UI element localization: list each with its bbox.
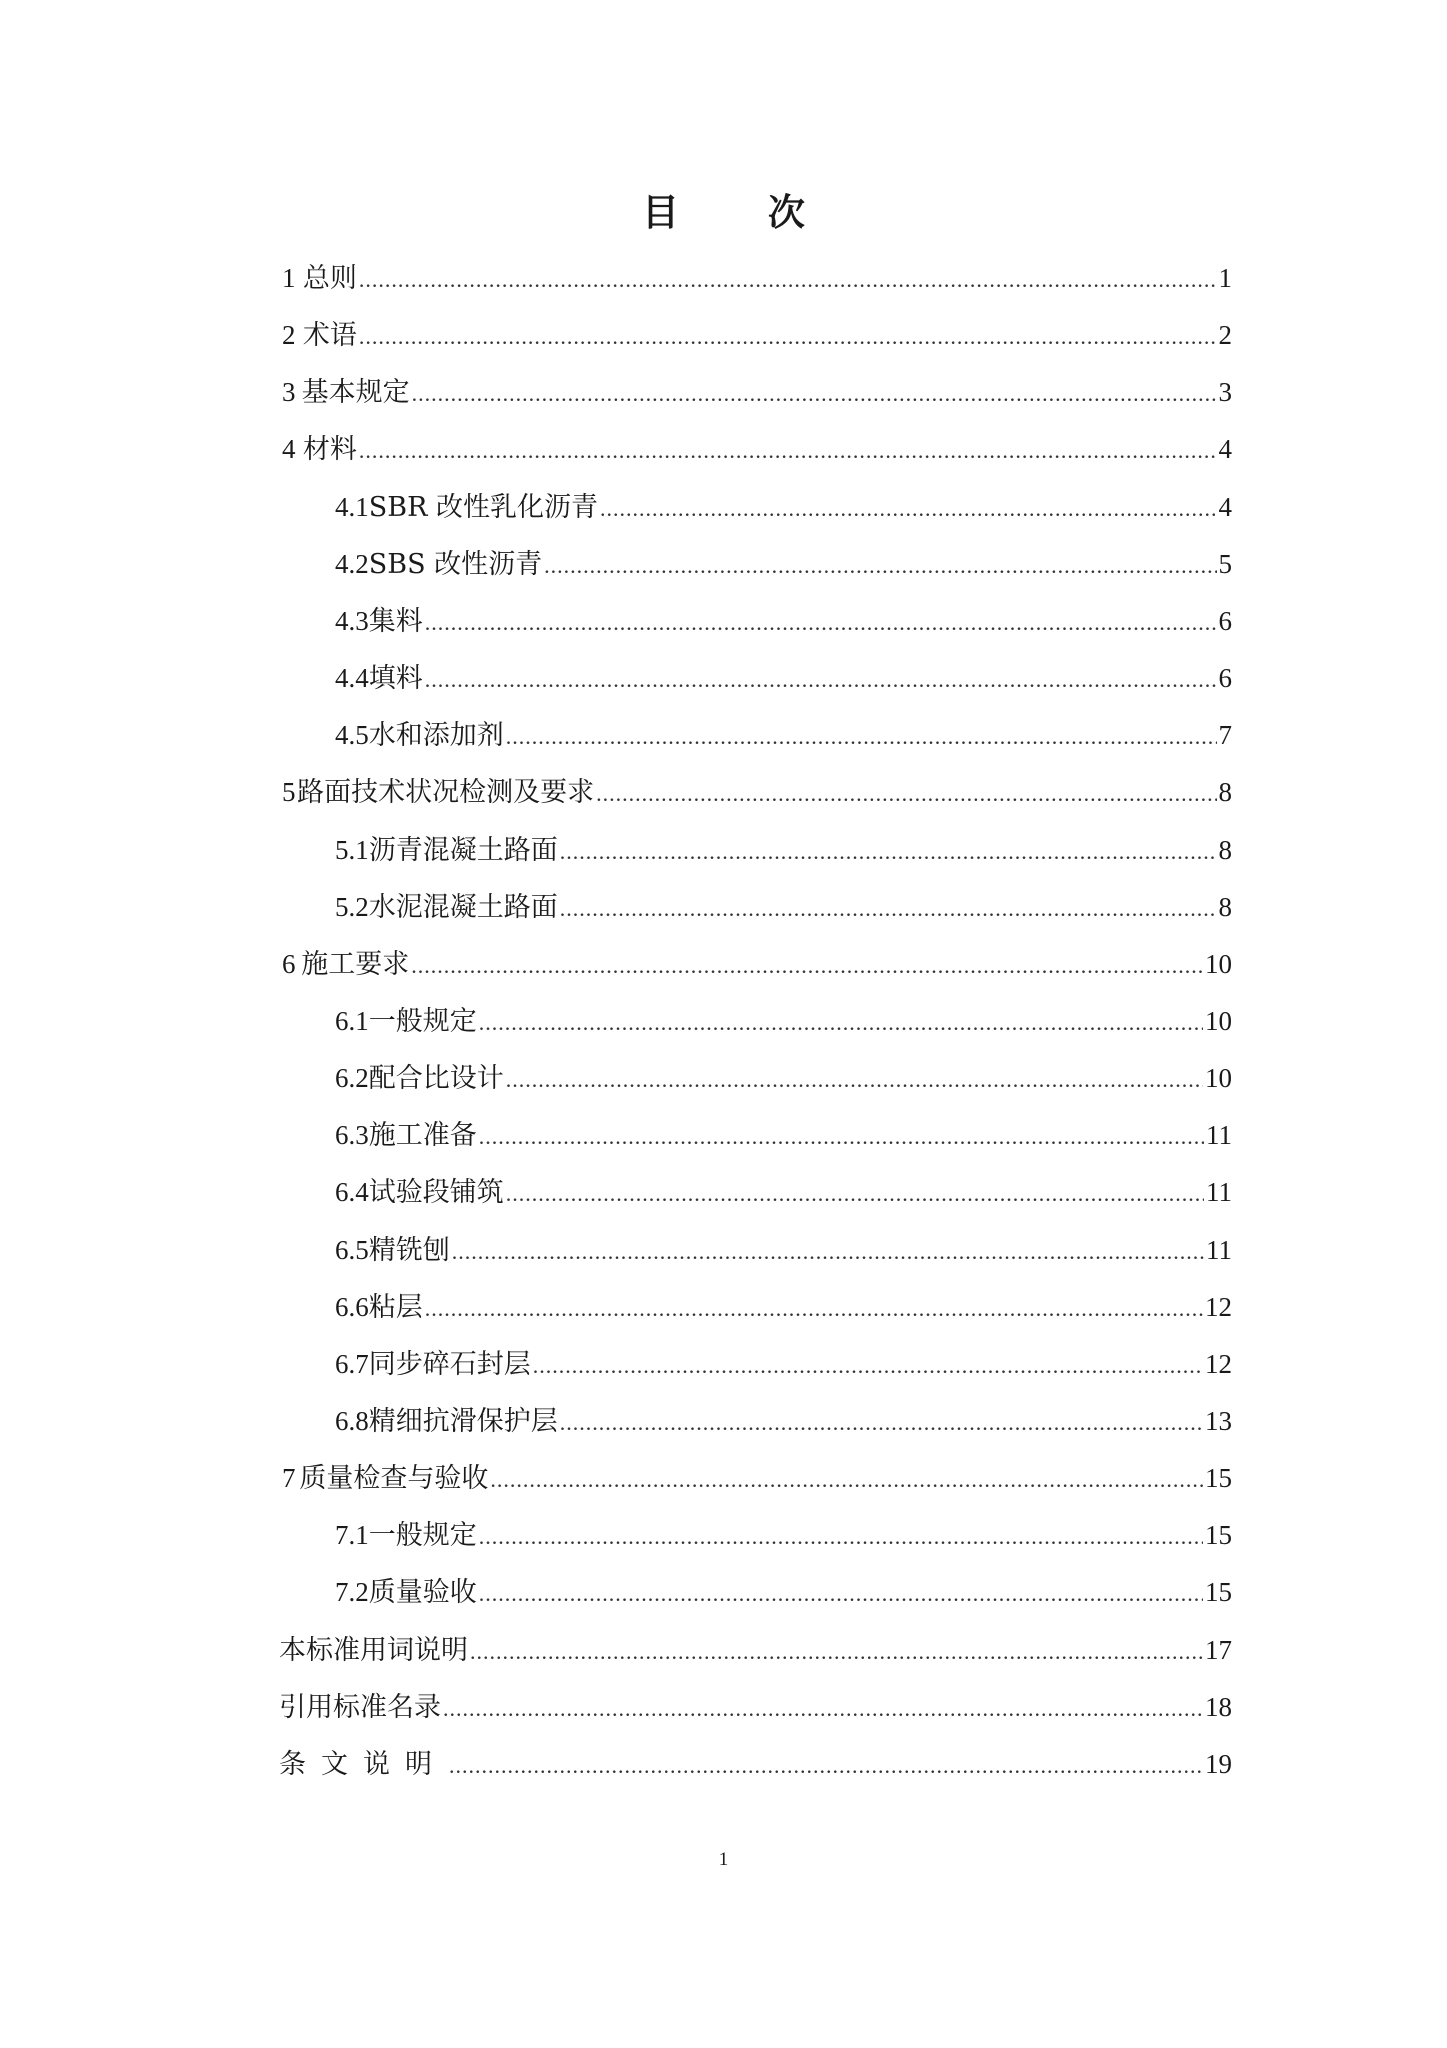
toc-entry[interactable] — [335, 1287, 1232, 1327]
page-number: 1 — [718, 1849, 729, 1870]
toc-entry-title: 水和添加剂 — [368, 720, 504, 752]
toc-entry[interactable] — [335, 1230, 1232, 1270]
toc-entry-page: 8 — [1218, 777, 1232, 808]
toc-entry-title: 条文说明 — [279, 1748, 447, 1780]
toc-entry-number: 5 — [282, 777, 296, 808]
toc-entry-page: 10 — [1205, 1005, 1232, 1036]
toc-entry[interactable] — [279, 1687, 1232, 1727]
toc-entry-number: 6.2 — [335, 1063, 369, 1094]
toc-entry[interactable] — [335, 1001, 1232, 1041]
toc-entry-page: 3 — [1218, 377, 1232, 408]
toc-entry-title: SBS 改性沥青 — [368, 548, 543, 580]
toc-entry-title: 水泥混凝土路面 — [368, 891, 558, 923]
toc-entry-page: 11 — [1206, 1177, 1232, 1208]
dot-leader — [560, 832, 1217, 872]
toc-entry-page: 8 — [1218, 834, 1232, 865]
toc-entry-title: 粘层 — [368, 1291, 423, 1323]
toc-entry-number: 2 — [282, 320, 296, 351]
toc-entry-title: 本标准用词说明 — [279, 1634, 468, 1666]
dot-leader — [560, 1403, 1203, 1443]
toc-entry[interactable] — [335, 1572, 1232, 1612]
dot-leader — [425, 1289, 1203, 1329]
toc-entry-page: 4 — [1218, 491, 1232, 522]
toc-entry-title: 沥青混凝土路面 — [368, 834, 558, 866]
toc-entry[interactable] — [335, 1058, 1232, 1098]
dot-leader — [449, 1746, 1203, 1786]
toc-entry-title: 集料 — [368, 605, 423, 637]
toc-entry-page: 8 — [1218, 891, 1232, 922]
toc-entry-title: 一般规定 — [368, 1520, 477, 1552]
dot-leader — [544, 546, 1216, 586]
toc-entry-page: 12 — [1205, 1348, 1232, 1379]
toc-entry-number: 6.4 — [335, 1177, 369, 1208]
dot-leader — [425, 603, 1217, 643]
dot-leader — [359, 431, 1217, 471]
toc-entry-page: 18 — [1205, 1691, 1232, 1722]
dot-leader — [490, 1460, 1203, 1500]
toc-entry-page: 2 — [1218, 320, 1232, 351]
toc-entry-title: 质量验收 — [368, 1577, 477, 1609]
toc-entry-number: 6 — [282, 948, 296, 979]
toc-entry-page: 6 — [1218, 605, 1232, 636]
toc-entry-page: 7 — [1218, 720, 1232, 751]
toc-entry-number: 3 — [282, 377, 296, 408]
toc-entry-page: 15 — [1205, 1463, 1232, 1494]
toc-entry-page: 6 — [1218, 663, 1232, 694]
toc-entry-page: 10 — [1205, 948, 1232, 979]
dot-leader — [479, 1003, 1203, 1043]
dot-leader — [359, 317, 1217, 357]
toc-entry-title: 总则 — [302, 263, 357, 294]
toc-entry-number: 7.2 — [335, 1577, 369, 1608]
toc-entry[interactable] — [282, 944, 1232, 984]
toc-entry[interactable] — [279, 1744, 1232, 1784]
toc-entry-page: 11 — [1206, 1234, 1232, 1265]
dot-leader — [533, 1346, 1203, 1386]
toc-entry-title: 配合比设计 — [368, 1063, 504, 1095]
toc-entry-title: 试验段铺筑 — [368, 1177, 504, 1209]
toc-entry[interactable] — [335, 544, 1232, 584]
toc-entry-page: 13 — [1205, 1406, 1232, 1436]
toc-entry-number: 6.3 — [335, 1120, 369, 1151]
toc-entry-title: 引用标准名录 — [279, 1691, 441, 1723]
toc-entry-page: 4 — [1218, 434, 1232, 465]
dot-leader — [596, 774, 1216, 814]
toc-entry[interactable] — [282, 372, 1232, 412]
toc-entry-page: 10 — [1205, 1063, 1232, 1094]
dot-leader — [452, 1232, 1204, 1272]
toc-entry-page: 15 — [1205, 1520, 1232, 1551]
toc-entry-title: 精细抗滑保护层 — [368, 1406, 558, 1437]
dot-leader — [600, 489, 1217, 529]
toc-entry-page: 15 — [1205, 1577, 1232, 1608]
toc-entry-number: 5.1 — [335, 834, 369, 865]
dot-leader — [443, 1689, 1203, 1729]
toc-entry-title: 材料 — [302, 434, 357, 466]
dot-leader — [359, 260, 1217, 300]
toc-entry[interactable] — [335, 1172, 1232, 1212]
toc-entry-number: 4 — [282, 434, 296, 465]
toc-entry-title: 术语 — [302, 320, 357, 352]
toc-entry[interactable] — [335, 715, 1232, 755]
dot-leader — [411, 946, 1203, 986]
dot-leader — [506, 1174, 1204, 1214]
toc-entry-page: 12 — [1205, 1291, 1232, 1322]
toc-entry-page: 17 — [1205, 1634, 1232, 1665]
dot-leader — [470, 1632, 1203, 1672]
toc-entry[interactable] — [335, 1344, 1232, 1384]
dot-leader — [506, 1060, 1203, 1100]
toc-entry[interactable] — [279, 1630, 1232, 1670]
toc-entry-number: 1 — [282, 263, 296, 293]
toc-entry-page: 11 — [1206, 1120, 1232, 1151]
toc-entry-number: 6.5 — [335, 1234, 369, 1265]
toc-entry-title: 质量检查与验收 — [299, 1463, 489, 1495]
toc-entry[interactable] — [282, 315, 1232, 355]
toc-entry[interactable] — [335, 1115, 1232, 1155]
dot-leader — [560, 889, 1217, 929]
toc-entry[interactable] — [335, 830, 1232, 870]
toc-entry-number: 6.8 — [335, 1406, 369, 1436]
toc-entry-title: 一般规定 — [368, 1005, 477, 1037]
toc-entry[interactable] — [335, 1515, 1232, 1555]
toc-entry-title: 施工要求 — [301, 948, 410, 980]
toc-entry-number: 4.3 — [335, 605, 369, 636]
toc-entry-number: 7.1 — [335, 1520, 369, 1551]
toc-entry[interactable] — [335, 601, 1232, 641]
toc-entry-number: 4.5 — [335, 720, 369, 751]
toc-entry-title: 路面技术状况检测及要求 — [297, 777, 595, 809]
dot-leader — [479, 1517, 1203, 1557]
toc-entry-title: 同步碎石封层 — [368, 1348, 531, 1380]
toc-entry-page: 19 — [1205, 1748, 1232, 1779]
toc-entry-number: 7 — [282, 1463, 296, 1494]
toc-entry-title: SBR 改性乳化沥青 — [368, 491, 598, 523]
toc-entry-number: 5.2 — [335, 891, 369, 922]
toc-entry-number: 6.6 — [335, 1291, 369, 1322]
toc-entry-title: 基本规定 — [301, 377, 410, 409]
toc-entry-title: 填料 — [368, 663, 423, 695]
toc-entry[interactable] — [335, 1401, 1232, 1441]
toc-entry[interactable] — [335, 487, 1232, 527]
page-title: 目 次 — [642, 190, 843, 234]
toc-entry-page: 1 — [1218, 263, 1232, 293]
dot-leader — [479, 1117, 1204, 1157]
toc-entry-number: 4.2 — [335, 548, 369, 579]
toc-entry[interactable] — [335, 658, 1232, 698]
toc-entry-page: 5 — [1218, 548, 1232, 579]
dot-leader — [412, 374, 1217, 414]
toc-entry-number: 4.4 — [335, 663, 369, 694]
dot-leader — [425, 660, 1217, 700]
toc-entry-title: 施工准备 — [368, 1120, 477, 1152]
toc-entry[interactable] — [282, 1458, 1232, 1498]
toc-entry[interactable] — [282, 258, 1232, 298]
toc-entry-title: 精铣刨 — [368, 1234, 450, 1266]
toc-entry-number: 4.1 — [335, 491, 369, 522]
toc-entry[interactable] — [282, 429, 1232, 469]
toc-entry-number: 6.7 — [335, 1348, 369, 1379]
toc-entry[interactable] — [335, 887, 1232, 927]
toc-entry[interactable] — [282, 772, 1232, 812]
dot-leader — [506, 717, 1217, 757]
toc-entry-number: 6.1 — [335, 1005, 369, 1036]
dot-leader — [479, 1574, 1203, 1614]
